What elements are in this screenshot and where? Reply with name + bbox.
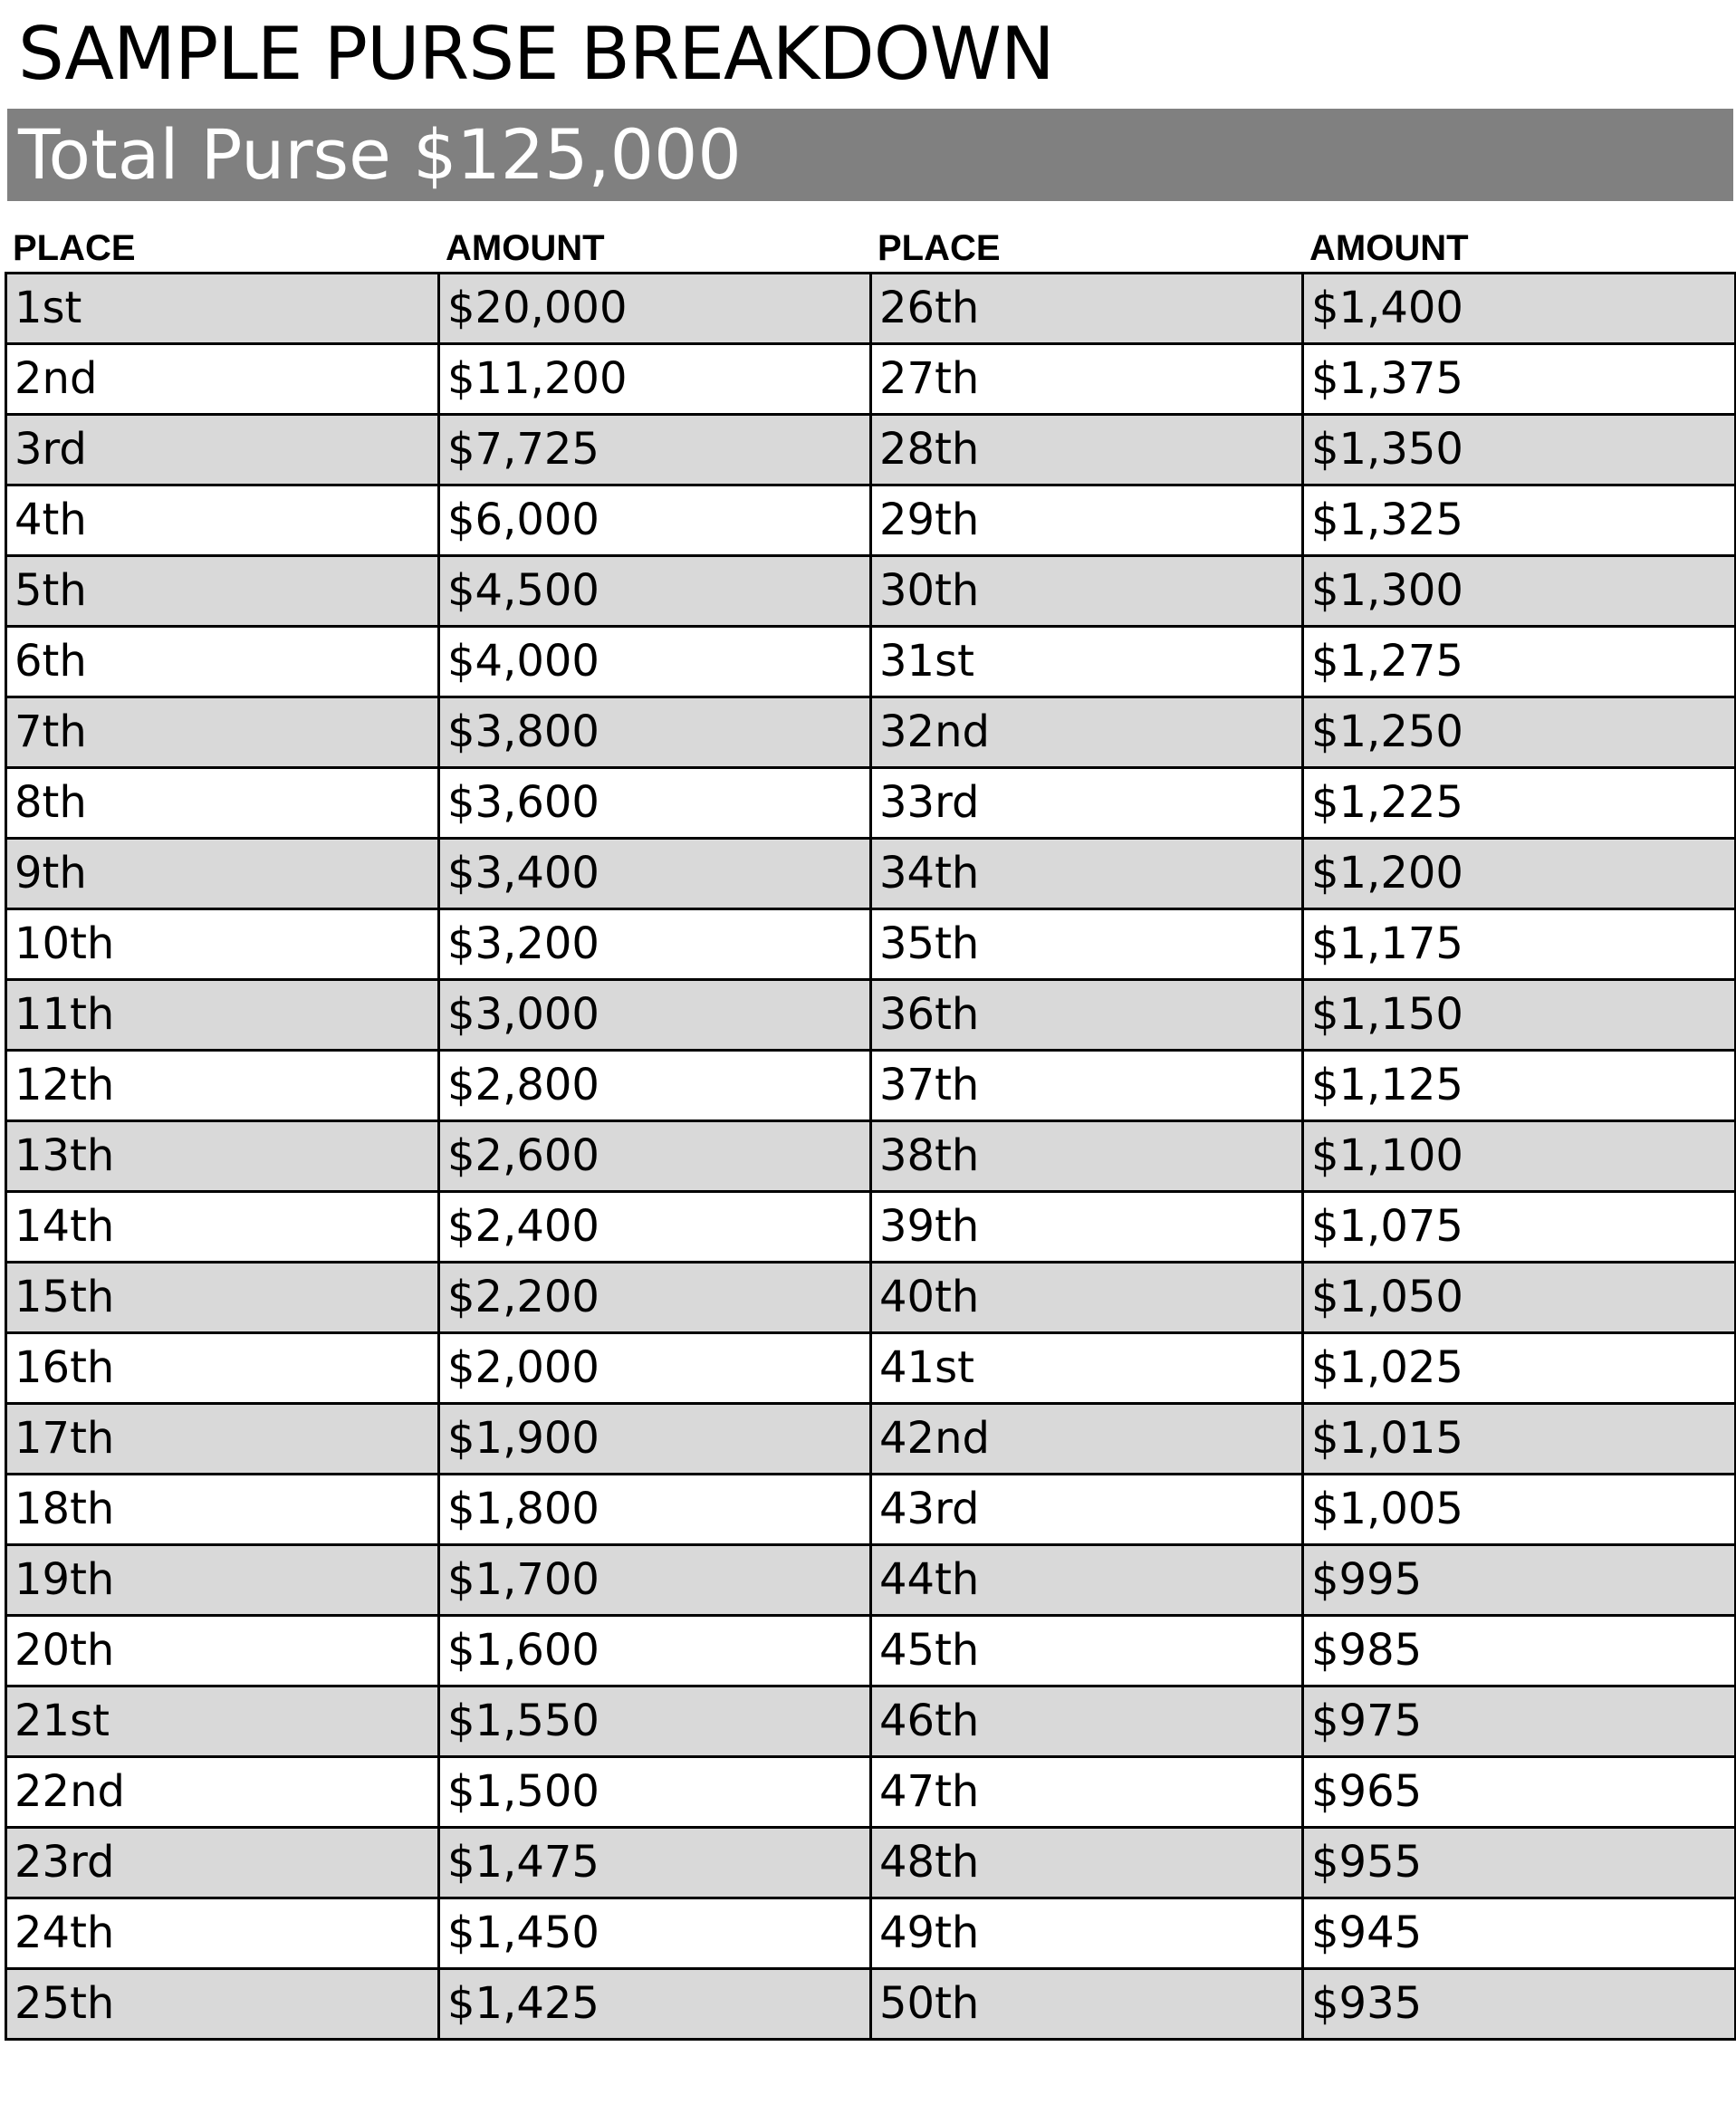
amount-left-cell: $11,200 [439,344,871,415]
table-row [6,1828,1736,1898]
table-row [6,1757,1736,1828]
place-right-cell: 30th [871,556,1303,627]
amount-left-cell: $20,000 [439,274,871,344]
place-right-cell: 36th [871,980,1303,1051]
total-purse-banner [7,109,1733,201]
amount-right-cell: $1,005 [1303,1475,1736,1545]
place-right-cell: 44th [871,1545,1303,1616]
table-row [6,1686,1736,1757]
amount-right-cell: $1,075 [1303,1192,1736,1263]
place-right-cell: 29th [871,485,1303,556]
table-row [6,697,1736,768]
place-right-cell: 27th [871,344,1303,415]
place-right-cell: 34th [871,839,1303,909]
place-left-cell: 21st [6,1686,439,1757]
amount-right-cell: $1,225 [1303,768,1736,839]
amount-left-cell: $1,500 [439,1757,871,1828]
place-right-cell: 38th [871,1121,1303,1192]
place-left-cell: 13th [6,1121,439,1192]
table-row [6,556,1736,627]
table-row [6,1545,1736,1616]
table-row [6,909,1736,980]
place-left-cell: 11th [6,980,439,1051]
amount-right-cell: $965 [1303,1757,1736,1828]
place-right-cell: 48th [871,1828,1303,1898]
amount-left-cell: $3,000 [439,980,871,1051]
place-left-cell: 4th [6,485,439,556]
table-row [6,980,1736,1051]
table-row [6,1898,1736,1969]
place-right-cell: 33rd [871,768,1303,839]
header-amount-right: AMOUNT [1309,228,1469,268]
amount-right-cell: $1,200 [1303,839,1736,909]
amount-left-cell: $3,200 [439,909,871,980]
place-left-cell: 18th [6,1475,439,1545]
place-right-cell: 49th [871,1898,1303,1969]
place-left-cell: 16th [6,1333,439,1404]
amount-left-cell: $1,450 [439,1898,871,1969]
amount-left-cell: $2,400 [439,1192,871,1263]
amount-left-cell: $2,200 [439,1263,871,1333]
place-right-cell: 42nd [871,1404,1303,1475]
amount-right-cell: $935 [1303,1969,1736,2040]
amount-right-cell: $1,100 [1303,1121,1736,1192]
header-amount-left: AMOUNT [446,228,605,268]
place-left-cell: 22nd [6,1757,439,1828]
amount-left-cell: $2,600 [439,1121,871,1192]
place-left-cell: 6th [6,627,439,697]
place-left-cell: 24th [6,1898,439,1969]
place-left-cell: 9th [6,839,439,909]
amount-right-cell: $1,375 [1303,344,1736,415]
amount-right-cell: $1,250 [1303,697,1736,768]
table-row [6,1969,1736,2040]
table-row [6,485,1736,556]
place-right-cell: 39th [871,1192,1303,1263]
place-left-cell: 19th [6,1545,439,1616]
table-row [6,839,1736,909]
amount-right-cell: $1,025 [1303,1333,1736,1404]
table-row [6,627,1736,697]
column-headers [5,225,1734,272]
place-left-cell: 17th [6,1404,439,1475]
amount-right-cell: $1,175 [1303,909,1736,980]
place-left-cell: 8th [6,768,439,839]
table-row [6,1192,1736,1263]
amount-right-cell: $1,125 [1303,1051,1736,1121]
place-right-cell: 31st [871,627,1303,697]
place-right-cell: 35th [871,909,1303,980]
amount-right-cell: $995 [1303,1545,1736,1616]
place-left-cell: 10th [6,909,439,980]
table-row [6,1121,1736,1192]
place-left-cell: 15th [6,1263,439,1333]
page-title: SAMPLE PURSE BREAKDOWN [18,12,1054,96]
amount-left-cell: $6,000 [439,485,871,556]
amount-right-cell: $975 [1303,1686,1736,1757]
table-row [6,1051,1736,1121]
place-right-cell: 45th [871,1616,1303,1686]
amount-left-cell: $3,600 [439,768,871,839]
amount-left-cell: $1,425 [439,1969,871,2040]
table-row [6,1404,1736,1475]
place-left-cell: 12th [6,1051,439,1121]
amount-left-cell: $2,000 [439,1333,871,1404]
amount-left-cell: $2,800 [439,1051,871,1121]
amount-right-cell: $1,325 [1303,485,1736,556]
purse-table-body [6,274,1736,2040]
header-place-right: PLACE [878,228,1001,268]
amount-right-cell: $955 [1303,1828,1736,1898]
place-right-cell: 46th [871,1686,1303,1757]
table-row [6,1616,1736,1686]
place-right-cell: 43rd [871,1475,1303,1545]
table-row [6,1475,1736,1545]
place-left-cell: 5th [6,556,439,627]
place-right-cell: 32nd [871,697,1303,768]
amount-right-cell: $1,050 [1303,1263,1736,1333]
amount-left-cell: $1,700 [439,1545,871,1616]
amount-right-cell: $945 [1303,1898,1736,1969]
amount-right-cell: $1,275 [1303,627,1736,697]
amount-left-cell: $1,900 [439,1404,871,1475]
amount-left-cell: $1,475 [439,1828,871,1898]
amount-left-cell: $4,000 [439,627,871,697]
place-left-cell: 2nd [6,344,439,415]
place-right-cell: 37th [871,1051,1303,1121]
place-right-cell: 50th [871,1969,1303,2040]
place-right-cell: 41st [871,1333,1303,1404]
purse-table [5,272,1736,2041]
place-left-cell: 1st [6,274,439,344]
table-row [6,415,1736,485]
table-row [6,344,1736,415]
amount-left-cell: $1,600 [439,1616,871,1686]
place-right-cell: 40th [871,1263,1303,1333]
amount-right-cell: $1,400 [1303,274,1736,344]
amount-left-cell: $1,800 [439,1475,871,1545]
place-left-cell: 14th [6,1192,439,1263]
place-left-cell: 7th [6,697,439,768]
amount-right-cell: $1,015 [1303,1404,1736,1475]
amount-right-cell: $1,350 [1303,415,1736,485]
amount-left-cell: $3,400 [439,839,871,909]
place-left-cell: 23rd [6,1828,439,1898]
table-row [6,1263,1736,1333]
place-left-cell: 25th [6,1969,439,2040]
amount-right-cell: $1,150 [1303,980,1736,1051]
place-right-cell: 26th [871,274,1303,344]
amount-right-cell: $1,300 [1303,556,1736,627]
amount-left-cell: $4,500 [439,556,871,627]
place-left-cell: 20th [6,1616,439,1686]
table-row [6,768,1736,839]
total-purse-label: Total Purse $125,000 [18,114,742,195]
table-row [6,274,1736,344]
amount-right-cell: $985 [1303,1616,1736,1686]
place-right-cell: 28th [871,415,1303,485]
table-row [6,1333,1736,1404]
header-place-left: PLACE [13,228,136,268]
amount-left-cell: $3,800 [439,697,871,768]
place-right-cell: 47th [871,1757,1303,1828]
amount-left-cell: $1,550 [439,1686,871,1757]
place-left-cell: 3rd [6,415,439,485]
amount-left-cell: $7,725 [439,415,871,485]
